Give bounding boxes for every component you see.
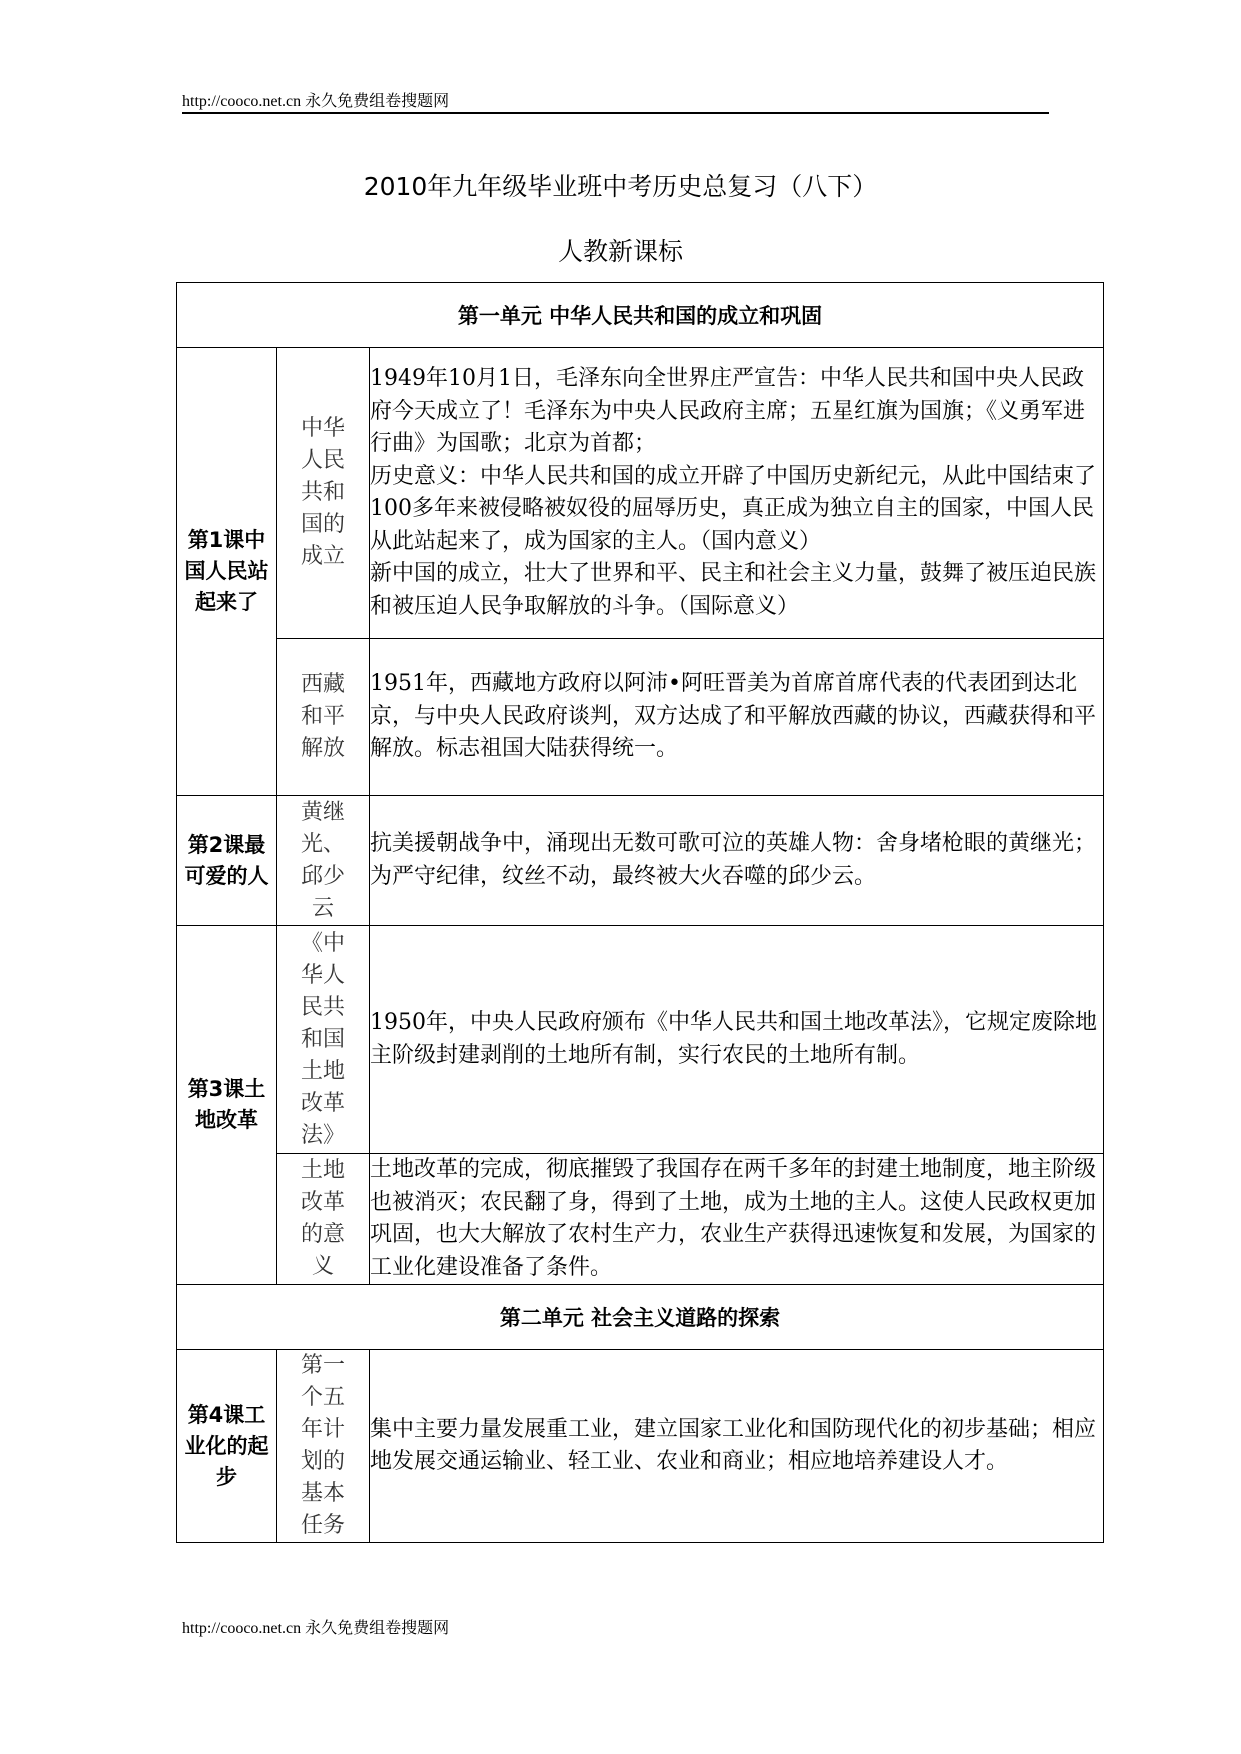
table-row [177, 796, 1104, 926]
table-row [177, 926, 1104, 1154]
unit-heading: 第二单元 社会主义道路的探索 [177, 1285, 1104, 1350]
content-cell [370, 639, 1104, 796]
lesson-cell [177, 1350, 277, 1543]
lesson-title: 第2课最可爱的人 [184, 832, 269, 888]
unit-row [177, 1285, 1104, 1350]
lesson-cell [177, 348, 277, 796]
document-title: 2010年九年级毕业班中考历史总复习（八下） [363, 172, 878, 201]
table-row [177, 1350, 1104, 1543]
topic-label: 西藏和平解放 [300, 672, 345, 761]
content-text: 集中主要力量发展重工业，建立国家工业化和国防现代化的初步基础；相应地发展交通运输业、轻工业、农业和商业；相应地培养建设人才。 [370, 1416, 1097, 1474]
content-cell [370, 926, 1104, 1154]
topic-label: 中华人民共和国的成立 [300, 416, 345, 569]
review-table [176, 282, 1104, 1543]
table-row [177, 639, 1104, 796]
topic-cell [277, 926, 370, 1154]
topic-cell [277, 1350, 370, 1543]
topic-label: 黄继光、邱少云 [300, 799, 345, 921]
unit-row [177, 283, 1104, 348]
content-text: 土地改革的完成，彻底摧毁了我国存在两千多年的封建土地制度，地主阶级也被消灭；农民翻了身，得到了土地，成为土地的主人。这使人民政权更加巩固，也大大解放了农村生产力，农业生产获得迅速恢复和发展，为国家的工业化建设准备了条件。 [370, 1157, 1097, 1280]
content-cell [370, 796, 1104, 926]
table-row [177, 1154, 1104, 1285]
header-divider [182, 112, 1049, 114]
page-footer: http://cooco.net.cn 永久免费组卷搜题网 [182, 1620, 450, 1637]
topic-label: 第一个五年计划的基本任务 [300, 1353, 345, 1538]
topic-label: 《中华人民共和国土地改革法》 [300, 930, 345, 1148]
content-text: 1949年10月1日，毛泽东向全世界庄严宣告：中华人民共和国中央人民政府今天成立了！毛泽东为中央人民政府主席；五星红旗为国旗；《义勇军进行曲》为国歌；北京为首都； 历史意义：中华人民共和国的成立开辟了中国历史新纪元，从此中国结束了100多年来被侵略被奴役的屈辱历史，真正成为独立自主的国家，中国人民从此站起来了，成为国家的主人。（国内意义） 新中国的成立，壮大了世界和平、民主和社会主义力量，鼓舞了被压迫民族和被压迫人民争取解放的斗争。（国际意义） [370, 366, 1097, 619]
table-row [177, 348, 1104, 639]
content-text: 1950年，中央人民政府颁布《中华人民共和国土地改革法》，它规定废除地主阶级封建剥削的土地所有制，实行农民的土地所有制。 [370, 1010, 1097, 1068]
lesson-cell [177, 926, 277, 1285]
lesson-title: 第1课中国人民站起来了 [184, 528, 269, 614]
content-cell [370, 1350, 1104, 1543]
lesson-title: 第4课工业化的起步 [184, 1402, 269, 1489]
page-header: http://cooco.net.cn 永久免费组卷搜题网 [182, 93, 450, 110]
content-cell [370, 348, 1104, 639]
topic-cell [277, 796, 370, 926]
topic-cell [277, 348, 370, 639]
content-text: 1951年，西藏地方政府以阿沛•阿旺晋美为首席首席代表的代表团到达北京，与中央人民政府谈判，双方达成了和平解放西藏的协议，西藏获得和平解放。标志祖国大陆获得统一。 [370, 671, 1097, 762]
topic-label: 土地改革的意义 [300, 1158, 345, 1279]
topic-cell [277, 639, 370, 796]
topic-cell [277, 1154, 370, 1285]
content-text: 抗美援朝战争中，涌现出无数可歌可泣的英雄人物：舍身堵枪眼的黄继光；为严守纪律，纹丝不动，最终被大火吞噬的邱少云。 [370, 831, 1097, 889]
document-subtitle: 人教新课标 [557, 237, 683, 266]
lesson-cell [177, 796, 277, 926]
lesson-title: 第3课土地改革 [187, 1077, 266, 1132]
unit-heading: 第一单元 中华人民共和国的成立和巩固 [177, 283, 1104, 348]
content-cell [370, 1154, 1104, 1285]
